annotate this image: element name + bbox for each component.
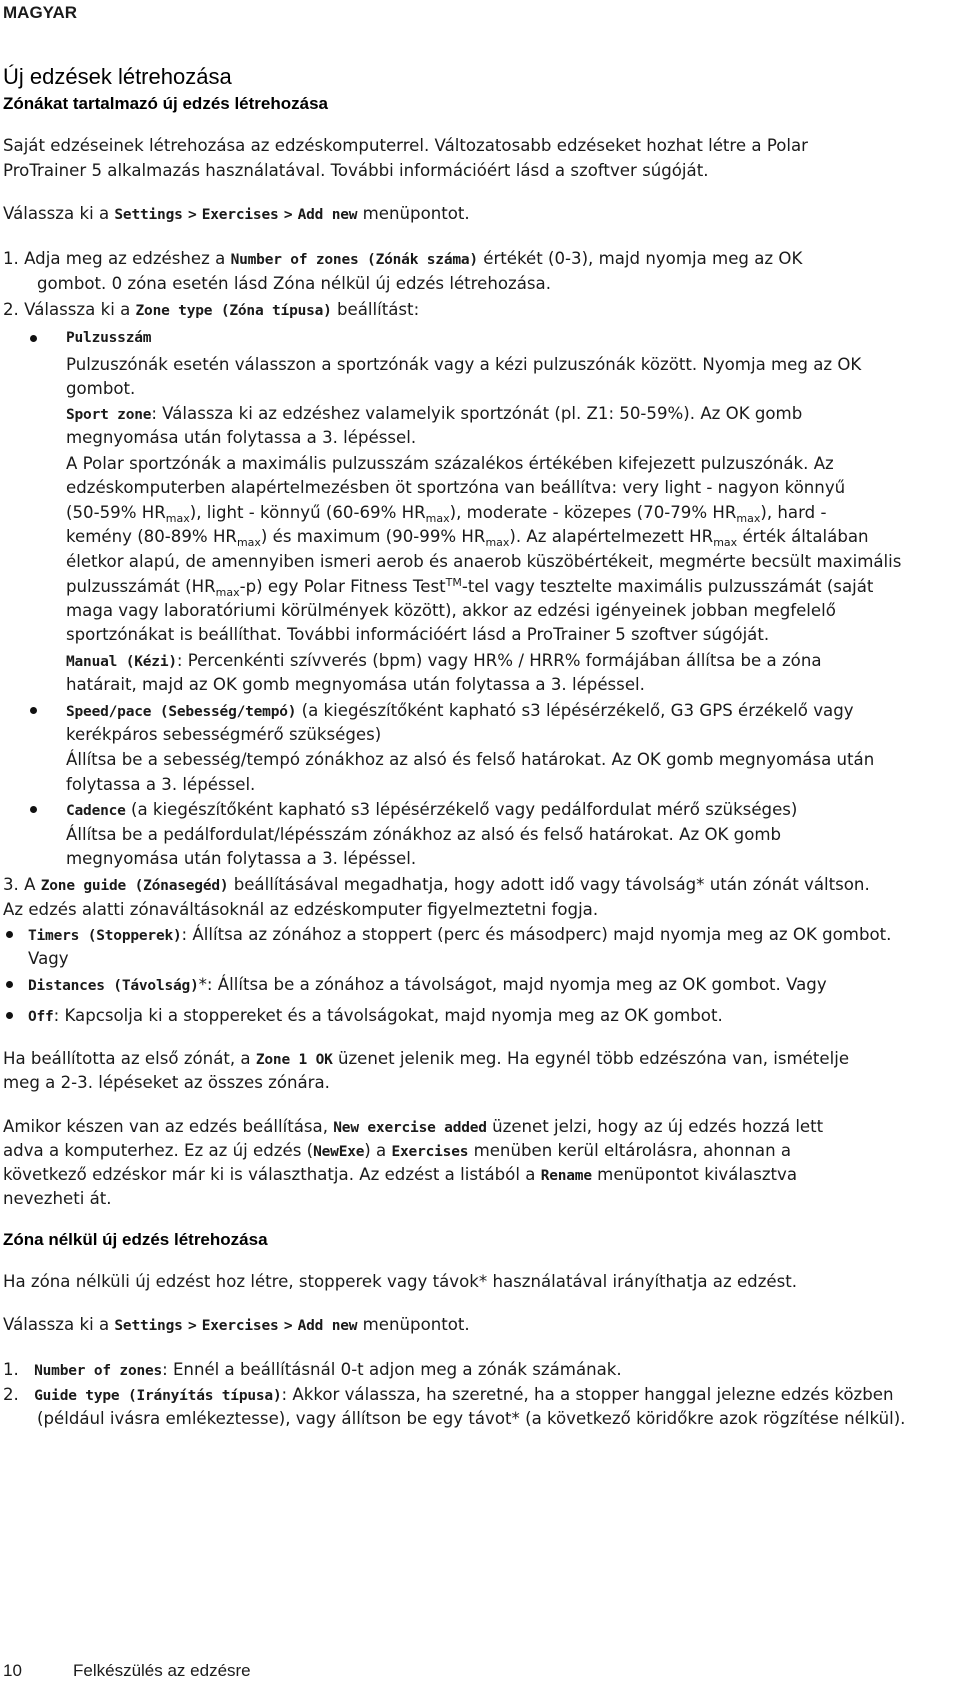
lcd-distances: Distances (Távolság) (28, 978, 199, 994)
menu-add-new: Add new (297, 207, 358, 223)
subscript: max (165, 512, 190, 525)
trademark: TM (445, 576, 462, 589)
pulse-desc-1: Pulzuszónák esetén válasszon a sportzónák vagy a kézi pulzuszónák között. Nyomja meg az OK (66, 355, 862, 374)
menu-separator: > (283, 1318, 293, 1334)
added-line-2 (3, 1138, 791, 1165)
added-line-3 (3, 1162, 797, 1189)
speed-line-3: Állítsa be a sebesség/tempó zónákhoz az alsó és felső határokat. Az OK gomb megnyomása után (66, 750, 875, 769)
pulse-desc-2: gombot. (66, 379, 136, 398)
lcd-zone-type: Zone type (Zóna típusa) (135, 303, 332, 319)
timers-line (28, 922, 891, 949)
distances-line (28, 972, 827, 999)
lcd-cadence: Cadence (66, 803, 126, 819)
text-fragment: adva a komputerhez. Ez az új edzés ( (3, 1141, 314, 1160)
sport-zone-text: : Válassza ki az edzéshez valamelyik sportzónát (pl. Z1: 50-59%). Az OK gomb (151, 404, 803, 423)
bullet-icon (30, 806, 37, 813)
sport-zones-p2: edzéskomputerben alapértelmezésben öt sportzóna van beállítva: very light - nagyon könnyű (66, 478, 846, 497)
added-line-1 (3, 1114, 823, 1141)
menu-settings: Settings (114, 1318, 183, 1334)
bullet-icon (30, 335, 37, 342)
subscript: max (713, 536, 738, 549)
text-fragment: menüpontot kiválasztva (597, 1165, 798, 1184)
language-header: MAGYAR (3, 3, 77, 22)
step-number: 1. (3, 249, 19, 268)
text-fragment: pulzusszámát (HR (66, 577, 216, 596)
subscript: max (485, 536, 510, 549)
step-text: Adja meg az edzéshez a (24, 249, 226, 268)
menu-post: menüpontot. (362, 204, 470, 223)
lcd-exercises: Exercises (391, 1144, 469, 1160)
menu-path-2 (3, 1312, 470, 1339)
manual-text: : Percenkénti szívverés (bpm) vagy HR% / HRR% formájában állítsa be a zóna (176, 651, 822, 670)
lcd-guide-type: Guide type (Irányítás típusa) (34, 1388, 282, 1404)
text-fragment: érték általában (742, 527, 869, 546)
text-fragment: következő edzéskor már ki is választhatja. Az edzést a listából a (3, 1165, 536, 1184)
sport-zones-p3 (66, 500, 826, 525)
text-fragment: -tel vagy tesztelte maximális pulzusszámát (saját (461, 577, 874, 596)
menu-add-new: Add new (297, 1318, 358, 1334)
text-fragment: ), hard - (760, 503, 827, 522)
page-number: 10 (3, 1661, 22, 1680)
text-fragment: ) és maximum (90-99% HR (260, 527, 486, 546)
cadence-line-3: megnyomása után folytassa a 3. lépéssel. (66, 849, 417, 868)
step-1 (3, 246, 802, 273)
section-title: Új edzések létrehozása (3, 64, 232, 89)
subscript: max (236, 536, 261, 549)
text-fragment: ), moderate - közepes (70-79% HR (449, 503, 737, 522)
intro-line-2: ProTrainer 5 alkalmazás használatával. További információért lásd a szoftver súgóját. (3, 161, 709, 180)
off-line (28, 1003, 723, 1030)
step-text: értékét (0-3), majd nyomja meg az OK (483, 249, 803, 268)
section-2-title: Zóna nélkül új edzés létrehozása (3, 1230, 268, 1249)
speed-line-4: folytassa a 3. lépéssel. (66, 775, 256, 794)
lcd-speed-pace: Speed/pace (Sebesség/tempó) (66, 704, 297, 720)
text-fragment: (50-59% HR (66, 503, 166, 522)
text-fragment: ). Az alapértelmezett HR (509, 527, 714, 546)
step-3 (3, 872, 870, 899)
sport-zones-p4 (66, 524, 869, 549)
bullet-icon (6, 931, 13, 938)
sport-zones-p8: sportzónákat is beállíthat. További információért lásd a ProTrainer 5 szoftver súgóját. (66, 625, 770, 644)
text-fragment: Amikor készen van az edzés beállítása, (3, 1117, 328, 1136)
speed-text: (a kiegészítőként kapható s3 lépésérzékelő, G3 GPS érzékelő vagy (301, 701, 854, 720)
menu-exercises: Exercises (201, 207, 279, 223)
step-text: : Ennél a beállításnál 0-t adjon meg a zónák számának. (162, 1360, 622, 1379)
text-fragment: üzenet jelzi, hogy az új edzés hozzá lett (492, 1117, 824, 1136)
lcd-zone-guide: Zone guide (Zónasegéd) (40, 878, 229, 894)
zone1-line-2: meg a 2-3. lépéseket az összes zónára. (3, 1073, 330, 1092)
subscript: max (425, 512, 450, 525)
step-number: 1. (3, 1360, 19, 1379)
lcd-off: Off (28, 1009, 54, 1025)
subscript: max (736, 512, 761, 525)
menu-separator: > (187, 207, 197, 223)
sport-zone-line (66, 401, 802, 428)
lcd-newexe: NewExe (313, 1144, 365, 1160)
text-fragment: üzenet jelenik meg. Ha egynél több edzészóna van, ismételje (337, 1049, 850, 1068)
cadence-text: (a kiegészítőként kapható s3 lépésérzékelő vagy pedálfordulat mérő szükséges) (131, 800, 798, 819)
sport-zones-p7: maga vagy laboratóriumi körülmények között), akkor az edzési igényeinek jobban megfelelő (66, 601, 836, 620)
intro-line-1: Saját edzéseinek létrehozása az edzéskomputerrel. Változatosabb edzéseket hozhat létre a Polar (3, 136, 808, 155)
menu-separator: > (187, 1318, 197, 1334)
bullet-icon (6, 981, 13, 988)
lcd-number-of-zones: Number of zones (34, 1363, 163, 1379)
lcd-number-of-zones: Number of zones (Zónák száma) (230, 252, 478, 268)
off-text: : Kapcsolja ki a stoppereket és a távolságokat, majd nyomja meg az OK gombot. (53, 1006, 723, 1025)
menu-exercises: Exercises (201, 1318, 279, 1334)
bullet-icon (30, 707, 37, 714)
text-fragment: -p) egy Polar Fitness Test (239, 577, 446, 596)
manual-line-2: határait, majd az OK gomb megnyomása után folytassa a 3. lépéssel. (66, 675, 645, 694)
text-fragment: kemény (80-89% HR (66, 527, 237, 546)
no-zone-step-2-line-2: (például ivásra emlékeztesse), vagy állítson be egy távot* (a következő köridőkre azok rögzítése nélkül). (37, 1409, 906, 1428)
lcd-pulse: Pulzusszám (66, 330, 152, 346)
step-number: 3. A (3, 875, 36, 894)
lcd-timers: Timers (Stopperek) (28, 928, 182, 944)
zone1-line (3, 1046, 849, 1073)
text-fragment: ) a (364, 1141, 387, 1160)
lcd-zone-1-ok: Zone 1 OK (255, 1052, 333, 1068)
menu-post: menüpontot. (362, 1315, 470, 1334)
footer-title: Felkészülés az edzésre (73, 1661, 251, 1680)
lcd-sport-zone: Sport zone (66, 407, 152, 423)
menu-pre: Válassza ki a (3, 1315, 110, 1334)
manual-line (66, 648, 822, 675)
step-number: 2. (3, 300, 19, 319)
menu-separator: > (283, 207, 293, 223)
added-line-4: nevezheti át. (3, 1189, 112, 1208)
no-zone-step-2 (3, 1382, 894, 1409)
sport-zones-p6 (66, 574, 873, 599)
menu-path-1 (3, 201, 470, 228)
step-text: : Akkor válassza, ha szeretné, ha a stopper hanggal jelezne edzés közben (281, 1385, 894, 1404)
menu-settings: Settings (114, 207, 183, 223)
speed-line-2: kerékpáros sebességmérő szükséges) (66, 725, 382, 744)
section-subtitle: Zónákat tartalmazó új edzés létrehozása (3, 94, 328, 113)
step-text: Válassza ki a (24, 300, 131, 319)
section-2-intro: Ha zóna nélküli új edzést hoz létre, stopperek vagy távok* használatával irányíthatja az edzést. (3, 1272, 798, 1291)
text-fragment: menüben kerül eltárolásra, ahonnan a (473, 1141, 792, 1160)
cadence-line-2: Állítsa be a pedálfordulat/lépésszám zónákhoz az alsó és felső határokat. Az OK gomb (66, 825, 782, 844)
distances-text: *: Állítsa be a zónához a távolságot, majd nyomja meg az OK gombot. Vagy (198, 975, 827, 994)
lcd-manual: Manual (Kézi) (66, 654, 177, 670)
lcd-new-exercise-added: New exercise added (333, 1120, 487, 1136)
speed-line (66, 698, 854, 725)
subscript: max (215, 586, 240, 599)
text-fragment: ), light - könnyű (60-69% HR (189, 503, 426, 522)
step-1-line-2: gombot. 0 zóna esetén lásd Zóna nélkül új edzés létrehozása. (37, 274, 551, 293)
sport-zone-line-2: megnyomása után folytassa a 3. lépéssel. (66, 428, 417, 447)
no-zone-step-1 (3, 1357, 622, 1384)
cadence-line (66, 797, 797, 824)
timers-text: : Állítsa az zónához a stoppert (perc és másodperc) majd nyomja meg az OK gombot. (181, 925, 892, 944)
step-text: beállításával megadhatja, hogy adott idő vagy távolság* után zónát váltson. (233, 875, 870, 894)
sport-zones-p5: életkor alapú, de amennyiben ismeri aerob és anaerob küszöbértékeit, megmérte becsült maximális (66, 552, 902, 571)
text-fragment: Ha beállította az első zónát, a (3, 1049, 251, 1068)
step-2 (3, 297, 419, 324)
sport-zones-p1: A Polar sportzónák a maximális pulzusszám százalékos értékében kifejezett pulzuszónák. Az (66, 454, 834, 473)
step-number: 2. (3, 1385, 19, 1404)
timers-line-2: Vagy (28, 949, 69, 968)
lcd-rename: Rename (540, 1168, 592, 1184)
menu-pre: Válassza ki a (3, 204, 110, 223)
step-text: beállítást: (337, 300, 420, 319)
step-3-line-2: Az edzés alatti zónaváltásoknál az edzéskomputer figyelmeztetni fogja. (3, 900, 599, 919)
bullet-icon (6, 1012, 13, 1019)
